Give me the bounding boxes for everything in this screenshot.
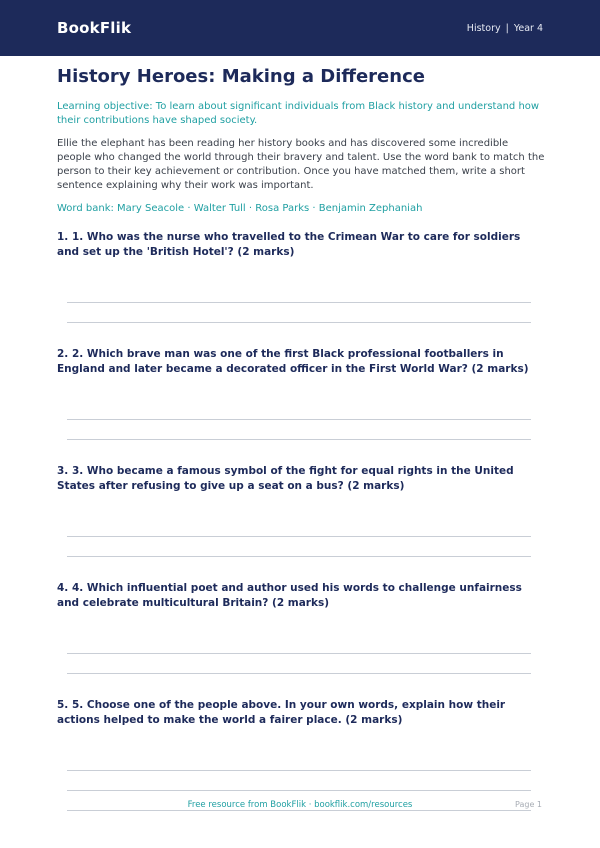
question-text: 2. 2. Which brave man was one of the first Black professional footballers in England and later became a decorated officer in the First World War? (2 marks) (57, 348, 529, 375)
question-text: 1. 1. Who was the nurse who travelled to the Crimean War to care for soldiers and set up the 'British Hotel'? (2 marks) (57, 231, 521, 258)
page-number: Page 1 (515, 800, 542, 809)
question-text: 3. 3. Who became a famous symbol of the fight for equal rights in the United States after refusing to give up a seat on a bus? (2 marks) (57, 465, 514, 492)
meta-separator: | (505, 22, 509, 34)
answer-line[interactable] (67, 771, 531, 791)
worksheet-content (57, 66, 545, 811)
question-text: 4. 4. Which influential poet and author used his words to challenge unfairness and celebrate multicultural Britain? (2 marks) (57, 582, 522, 609)
answer-lines (67, 400, 531, 440)
subject-label: History (466, 22, 501, 34)
answer-line[interactable] (67, 400, 531, 420)
question-block-2 (57, 347, 545, 440)
intro-paragraph: Ellie the elephant has been reading her history books and has discovered some incredible people who changed the world through their bravery and talent. Use the word bank to match the person to their key achievement or contribution. Once you have matched them, write a short sentence explaining why their work was important. (57, 138, 545, 191)
question-block-3 (57, 464, 545, 557)
answer-line[interactable] (67, 420, 531, 440)
word-bank: Word bank: Mary Seacole · Walter Tull · Rosa Parks · Benjamin Zephaniah (57, 203, 423, 214)
page-title: History Heroes: Making a Difference (57, 66, 425, 87)
answer-lines (67, 634, 531, 674)
answer-line[interactable] (67, 634, 531, 654)
answer-line[interactable] (67, 654, 531, 674)
answer-line[interactable] (67, 517, 531, 537)
question-text: 5. 5. Choose one of the people above. In your own words, explain how their actions helped to make the world a fairer place. (2 marks) (57, 699, 506, 726)
page-header (0, 0, 600, 56)
answer-lines (67, 517, 531, 557)
answer-line[interactable] (67, 537, 531, 557)
question-block-5 (57, 698, 545, 811)
subject-year-label (467, 23, 543, 34)
answer-lines (67, 283, 531, 323)
question-block-1 (57, 230, 545, 323)
question-block-4 (57, 581, 545, 674)
answer-line[interactable] (67, 303, 531, 323)
year-label: Year 4 (513, 22, 543, 34)
footer-resource-link[interactable]: Free resource from BookFlik · bookflik.com/resources (187, 800, 413, 810)
learning-objective: Learning objective: To learn about significant individuals from Black history and understand how their contributions have shaped society. (57, 101, 540, 126)
answer-line[interactable] (67, 283, 531, 303)
answer-line[interactable] (67, 751, 531, 771)
brand-logo-text: BookFlik (57, 19, 132, 37)
